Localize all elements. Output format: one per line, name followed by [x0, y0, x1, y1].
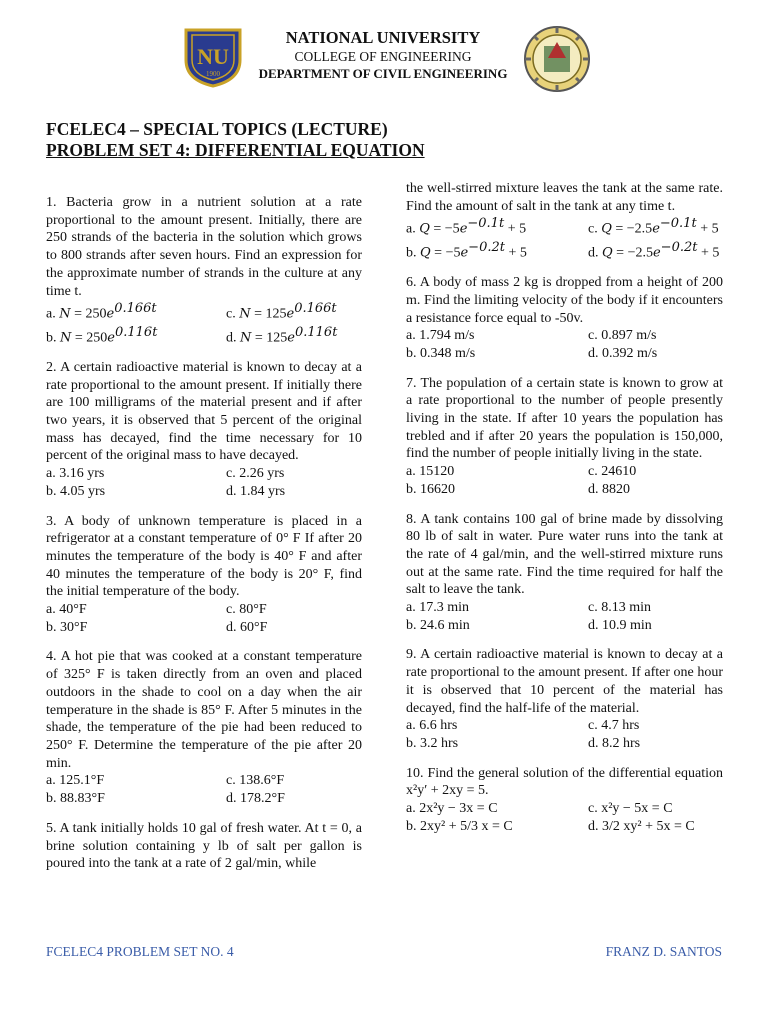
option-b: b. 16620 [406, 481, 455, 497]
option-d: d. 10.9 min [588, 617, 652, 633]
document-title [46, 119, 425, 161]
question-7 [406, 375, 723, 499]
option-b: b. 30°F [46, 619, 88, 635]
left-column [46, 194, 362, 885]
svg-text:NU: NU [197, 44, 229, 69]
question-text: 9. A certain radioactive material is known to decay at a rate proportional to the amount present. If after one hour it is observed that 10 percent of the material has decayed, find the half-life of the material. [406, 647, 723, 716]
college-of-engineering-seal [520, 24, 594, 94]
question-5 [46, 820, 362, 873]
university-name: NATIONAL UNIVERSITY [285, 28, 481, 47]
option-b: b. 88.83°F [46, 791, 105, 807]
question-text: 6. A body of mass 2 kg is dropped from a height of 200 m. Find the limiting velocity of the body if it encounters a resistance force equal to -50v. [406, 275, 723, 326]
option-b: b. $N = 250e^{0.116t}$ [46, 324, 158, 346]
question-text: 5. A tank initially holds 10 gal of fresh water. At t = 0, a brine solution containing y lb of salt per gallon is poured into the tank at a rate of 2 gal/min, while [46, 820, 362, 872]
option-b: b. 0.348 m/s [406, 345, 476, 361]
problem-set-title: PROBLEM SET 4: DIFFERENTIAL EQUATION [46, 140, 425, 160]
question-text-continued: the well-stirred mixture leaves the tank at the same rate. Find the amount of salt in the tank at any time t. [406, 181, 723, 214]
question-text: 10. Find the general solution of the differential equation x²y′ + 2xy = 5. [406, 765, 723, 799]
option-d: d. 0.392 m/s [588, 345, 658, 361]
question-text: 2. A certain radioactive material is known to decay at a rate proportional to the amount present. If initially there are 100 milligrams of the material present and if after two years, it is observed that 5 percent of the original mass has decayed, find the time necessary for 10 percent of the original mass to have decayed. [46, 359, 362, 464]
option-c: c. $N = 125e^{0.166t}$ [226, 301, 337, 322]
question-8 [406, 511, 723, 635]
option-a: a. 125.1°F [46, 773, 105, 789]
option-b: b. $Q = -5e^{-0.2t} + 5$ [406, 239, 527, 261]
option-a: a. 17.3 min [406, 600, 469, 616]
option-c: c. $Q = -2.5e^{-0.1t} + 5$ [588, 216, 719, 238]
option-b: b. 3.2 hrs [406, 736, 459, 751]
option-a: a. 1.794 m/s [406, 328, 475, 344]
svg-text:1900: 1900 [206, 70, 220, 78]
option-d: d. 178.2°F [226, 791, 285, 807]
option-c: c. 4.7 hrs [588, 718, 640, 734]
national-university-logo [180, 26, 246, 88]
option-c: c. 24610 [588, 464, 637, 480]
question-4 [46, 648, 362, 807]
question-text: 1. Bacteria grow in a nutrient solution at a rate proportional to the amount present. Initially, there are 250 strands of the bacteria in the solution which grows to 800 strands after seven hours. Find an expression for the approximate number of strands in the culture at any time t. [46, 195, 362, 299]
question-3 [46, 513, 362, 637]
question-text: 7. The population of a certain state is known to grow at a rate proportional to the number of people presently living in the state. If after 10 years the population has trebled and if after 20 years the population is 150,000, find the number of people initially living in the state. [406, 375, 723, 462]
option-a: a. $Q = -5e^{-0.1t} + 5$ [406, 216, 527, 238]
footer-author: FRANZ D. SANTOS [605, 944, 722, 959]
option-c: c. 8.13 min [588, 600, 651, 616]
option-c: c. x²y − 5x = C [588, 801, 673, 817]
option-b: b. 2xy² + 5/3 x = C [406, 818, 513, 834]
option-d: d. 8820 [588, 481, 630, 497]
option-d: d. 60°F [226, 619, 268, 635]
option-c: c. 138.6°F [226, 773, 285, 789]
option-d: d. 3/2 xy² + 5x = C [588, 818, 695, 834]
option-a: a. 15120 [406, 464, 455, 480]
option-a: a. 6.6 hrs [406, 718, 458, 734]
question-text: 4. A hot pie that was cooked at a constant temperature of 325° F is taken directly from an oven and placed outdoors in the shade to cool on a day when the air temperature in the shade is 85° F. After 5 minutes in the shade, the temperature of the pie had been reduced to 250° F. Determine the temperature of the pie after 20 min. [46, 649, 362, 771]
department-name: DEPARTMENT OF CIVIL ENGINEERING [258, 66, 508, 81]
option-c: c. 0.897 m/s [588, 328, 657, 344]
course-title: FCELEC4 – SPECIAL TOPICS (LECTURE) [46, 119, 388, 139]
question-6 [406, 274, 723, 363]
option-c: c. 2.26 yrs [226, 466, 285, 482]
option-c: c. 80°F [226, 602, 267, 618]
question-text: 8. A tank contains 100 gal of brine made by dissolving 80 lb of salt in water. Pure water runs into the tank at the rate of 4 gal/min, and the well-stirred mixture runs out at the same rate. Find the time required for half the salt to leave the tank. [406, 511, 723, 598]
question-9 [406, 646, 723, 752]
question-2 [46, 359, 362, 501]
option-b: b. 24.6 min [406, 617, 470, 633]
option-a: a. 2x²y − 3x = C [406, 801, 498, 817]
question-5-continued [406, 180, 723, 262]
letterhead [240, 28, 526, 82]
question-text: 3. A body of unknown temperature is placed in a refrigerator at a constant temperature of 0° F If after 20 minutes the temperature of the body is 40° F and after 40 minutes the temperature of the body is 20° F, find the initial temperature of the body. [46, 513, 362, 600]
college-name: COLLEGE OF ENGINEERING [294, 49, 472, 64]
option-d: d. 1.84 yrs [226, 483, 286, 499]
option-a: a. 40°F [46, 602, 87, 618]
option-a: a. 3.16 yrs [46, 466, 105, 482]
right-column [406, 180, 723, 848]
option-d: d. 8.2 hrs [588, 736, 641, 751]
question-1 [46, 194, 362, 347]
question-10 [406, 765, 723, 836]
option-d: d. $N = 125e^{0.116t}$ [226, 324, 338, 346]
option-d: d. $Q = -2.5e^{-0.2t} + 5$ [588, 239, 720, 261]
footer-course: FCELEC4 PROBLEM SET NO. 4 [46, 944, 234, 959]
option-b: b. 4.05 yrs [46, 483, 106, 499]
option-a: a. $N = 250e^{0.166t}$ [46, 301, 157, 322]
